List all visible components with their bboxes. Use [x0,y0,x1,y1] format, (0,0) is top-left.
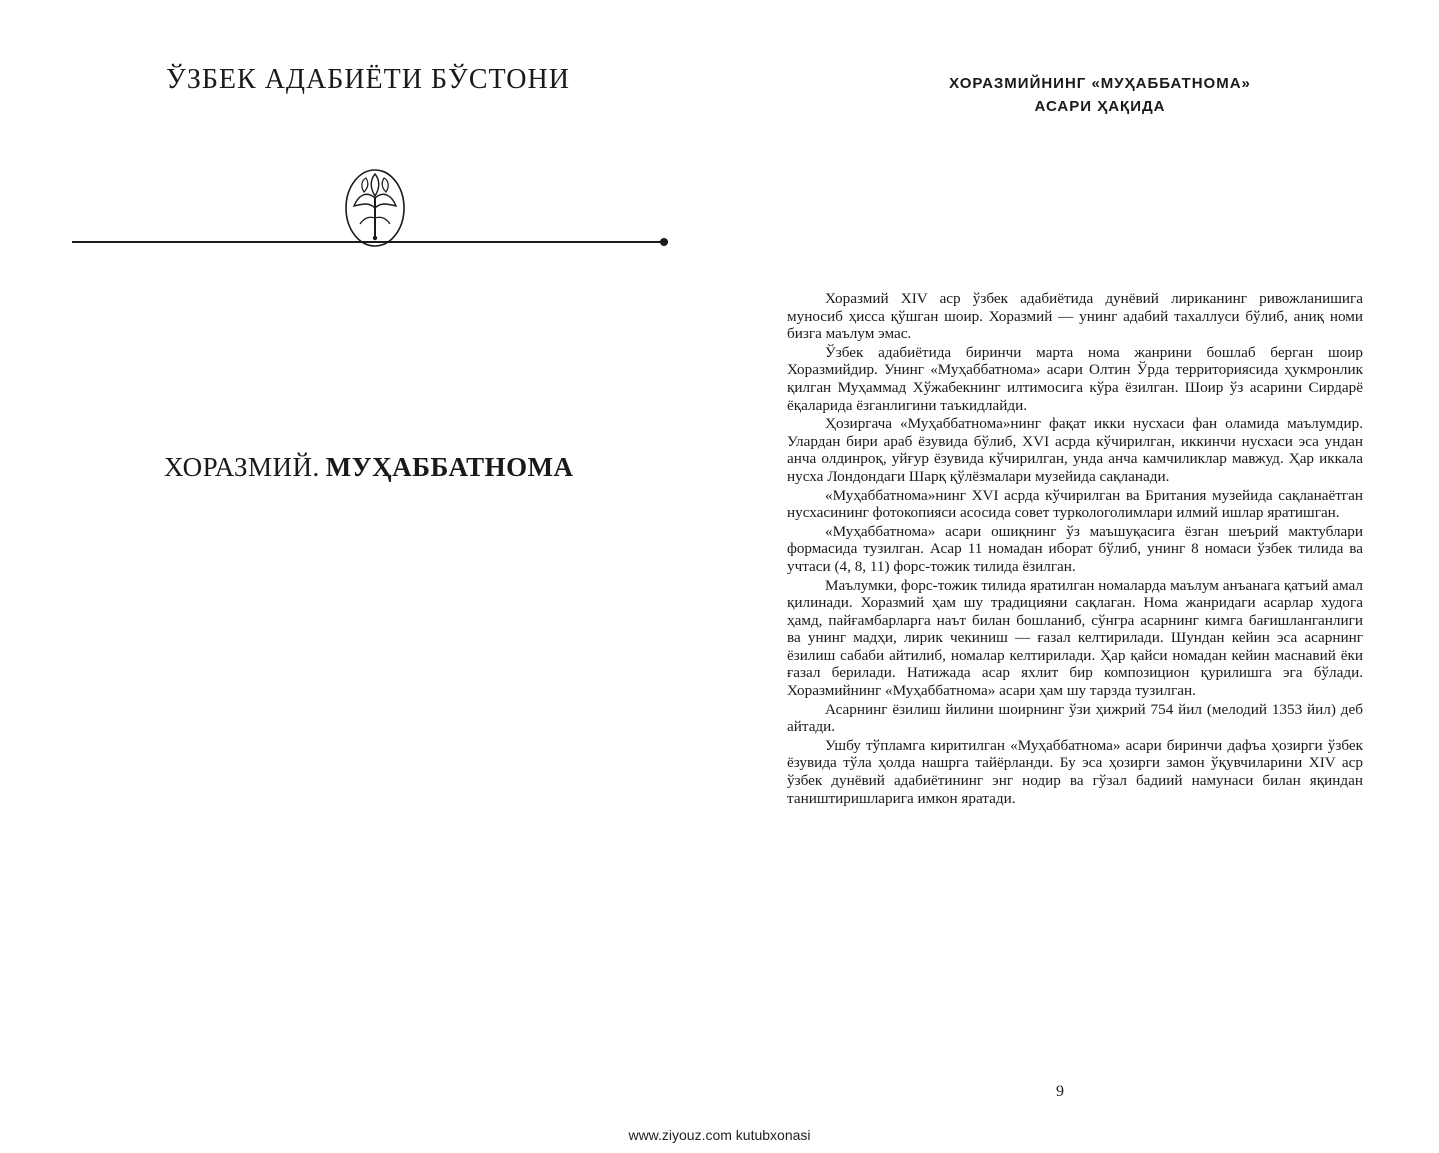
chapter-heading-line-2: АСАРИ ҲАҚИДА [1034,98,1166,115]
paragraph: Асарнинг ёзилиш йилини шоирнинг ўзи ҳижрий 754 йил (мелодий 1353 йил) деб айтади. [787,700,1363,736]
chapter-heading-line-1: ХОРАЗМИЙНИНГ «МУҲАББАТНОМА» [949,75,1251,92]
paragraph: «Муҳаббатнома»нинг XVI асрда кўчирилган ва Британия музейида сақланаётган нусхасининг фотокопияси асосида совет туркологолимлари илмий ишлар яратишган. [787,486,1363,522]
paragraph: Хоразмий XIV аср ўзбек адабиётида дунёвий лириканинг ривожланишига муносиб ҳисса қўшган шоир. Хоразмий — унинг адабий тахаллуси бўлиб, аниқ номи бизга маълум эмас. [787,290,1363,343]
book-title-work: МУҲАББАТНОМА [325,452,574,482]
paragraph: Ўзбек адабиётида биринчи марта нома жанрини бошлаб берган шоир Хоразмийдир. Унинг «Муҳаббатнома» асари Олтин Ўрда территориясида ҳукмронлик қилган Муҳаммад Хўжабекнинг илтимосига кўра ёзилган. Шоир ўз асарини Сирдарё ёқаларида ёзганлигини таъкидлайди. [787,343,1363,414]
book-title [164,452,574,483]
paragraph: Ҳозиргача «Муҳаббатнома»нинг фақат икки нусхаси фан оламида маълумдир. Улардан бири араб ёзувида бўлиб, XVI асрда кўчирилган, иккинчи нусхаси эса ундан анча олдинроқ, уйғур ёзувида кўчирилган, унда анча камчиликлар мавжуд. Ҳар иккала нусха Лондондаги Шарқ қўлёзмалари музейида сақланади. [787,415,1363,485]
series-title: ЎЗБЕК АДАБИЁТИ БЎСТОНИ [166,64,570,95]
tree-leaf-emblem-icon [344,168,406,248]
chapter-heading [900,72,1300,118]
rule-end-dot [660,238,668,246]
footer-url: www.ziyouz.com kutubxonasi [628,1127,811,1143]
book-title-author: ХОРАЗМИЙ. [164,452,320,482]
decorative-rule [72,241,668,243]
paragraph: Ушбу тўпламга киритилган «Муҳаббатнома» асари биринчи дафъа ҳозирги ўзбек ёзувида тўла ҳолда нашрга тайёрланди. Бу эса ҳозирги замон ўқувчиларини XIV аср ўзбек дунёвий адабиётининг энг нодир ва гўзал бадиий намунаси билан яқиндан таништиришларига имкон яратади. [787,736,1363,807]
paragraph: Маълумки, форс-тожик тилида яратилган номаларда маълум анъанага қатъий амал қилинади. Хоразмий ҳам шу традицияни сақлаган. Нома жанридаги асарлар худога ҳамд, пайғамбарларга наът билан бошланиб, сўнгра асарнинг кимга бағишланганлиги ва унинг мадҳи, лирик чекиниш — ғазал келтирилади. Шундан кейин эса асарнинг ёзилиш сабаби айтилиб, номалар келтирилади. Ҳар қайси номадан кейин маснавий ёки ғазал берилади. Натижада асар яхлит бир композицион қурилишга эга бўлади. Хоразмийнинг «Муҳаббатнома» асари ҳам шу тарзда тузилган. [787,576,1363,700]
body-text [787,290,1363,808]
page-number: 9 [1056,1083,1064,1100]
paragraph: «Муҳаббатнома» асари ошиқнинг ўз маъшуқасига ёзган шеърий мактублари формасида тузилган. Асар 11 номадан иборат бўлиб, унинг 8 номаси ўзбек тилида ва учтаси (4, 8, 11) форс-тожик тилида ёзилган. [787,522,1363,575]
